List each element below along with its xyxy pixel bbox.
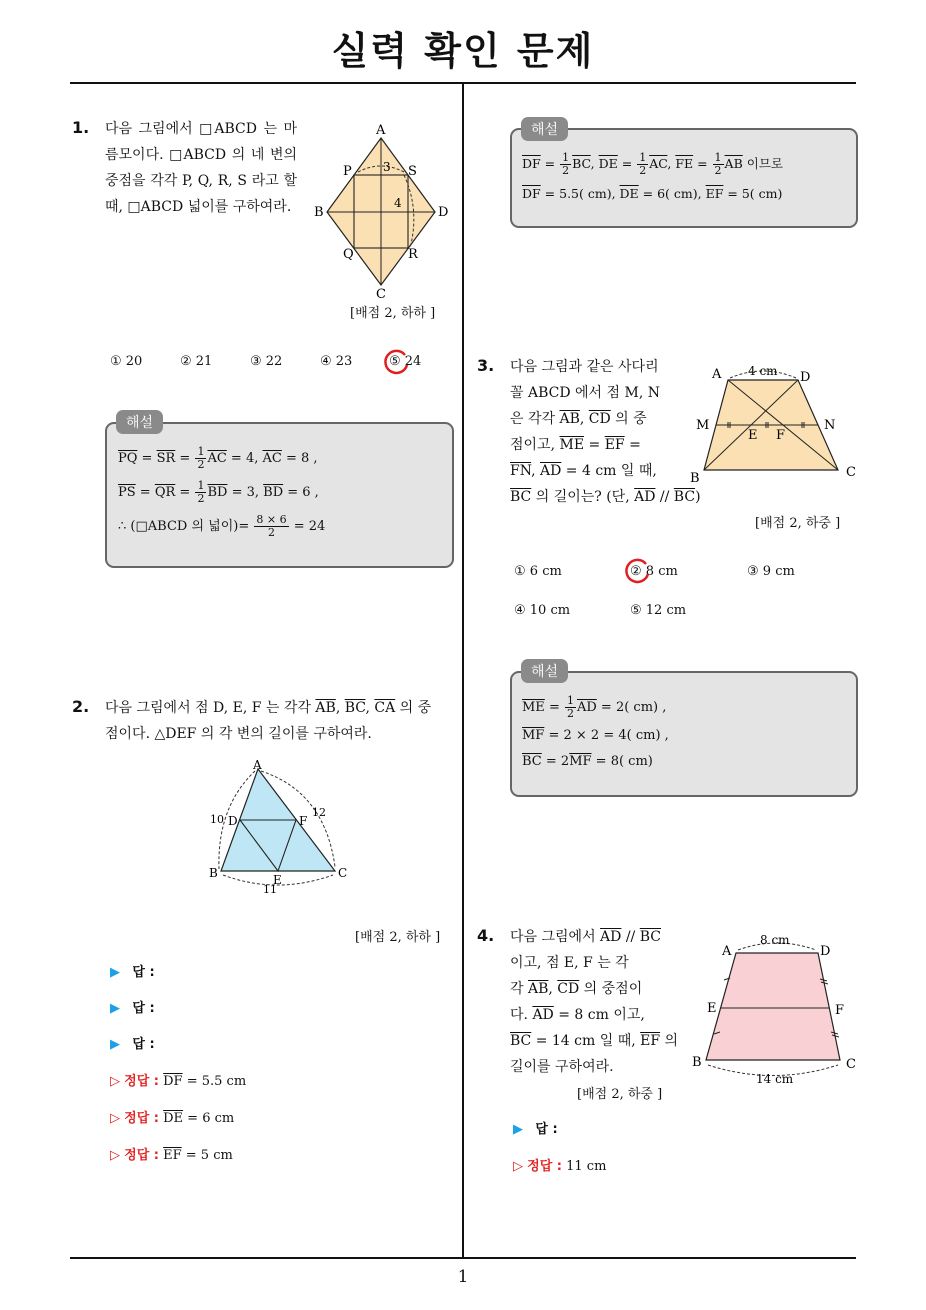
svg-text:B: B [209, 866, 218, 880]
q3-sol-line3: $\overline{BC} = 2\overline{MF} = 8$( cm) [522, 754, 653, 769]
q2-correct-1: ▷ 정답 : $\overline{DF} = 5.5$ cm [110, 1074, 247, 1089]
q4-number: 4. [477, 926, 495, 945]
svg-text:F: F [776, 428, 786, 443]
triangle-outline-icon: ▷ [110, 1148, 120, 1163]
svg-text:F: F [299, 814, 308, 828]
label-q: Q [343, 247, 354, 262]
q3-trapezoid-figure [690, 360, 860, 485]
q2-correct-2: ▷ 정답 : $\overline{DE} = 6$ cm [110, 1111, 235, 1126]
svg-text:D: D [820, 944, 831, 959]
svg-text:C: C [846, 465, 856, 480]
triangle-outline-icon: ▷ [110, 1074, 120, 1089]
q4-meta: [배점 2, 하중 ] [577, 1087, 663, 1102]
svg-text:A: A [253, 758, 262, 772]
page-number: 1 [457, 1267, 469, 1287]
q1-sol-line1: $\overline{PQ} = \overline{SR}$ = $\frac{1}{2}$ $\overline{AC} = 4$, $\overline{AC} = 8$ , [118, 445, 318, 471]
q4-trapezoid-figure [690, 928, 860, 1088]
q1-choice-4[interactable]: ④ 23 [320, 354, 353, 369]
triangle-filled-icon: ▶ [110, 1001, 120, 1016]
svg-text:C: C [846, 1057, 856, 1072]
triangle-filled-icon: ▶ [110, 1037, 120, 1052]
label-p: P [343, 164, 352, 179]
q3-meta: [배점 2, 하중 ] [755, 516, 841, 531]
label-b: B [314, 205, 324, 220]
q1-choice-2[interactable]: ② 21 [180, 354, 213, 369]
svg-text:B: B [692, 1055, 702, 1070]
q1-choice-3[interactable]: ③ 22 [250, 354, 283, 369]
svg-text:E: E [707, 1001, 717, 1016]
svg-text:A: A [722, 944, 732, 959]
svg-text:D: D [228, 814, 238, 828]
q2-triangle-figure [205, 757, 355, 897]
svg-text:10: 10 [210, 813, 224, 826]
q2-meta: [배점 2, 하하 ] [355, 930, 441, 945]
q3-text: 다음 그림과 같은 사다리 꼴 ABCD 에서 점 M, N 은 각각 $\overline{AB}$, $\overline{CD}$ 의 중 점이고, $\overline{ME} = \overline{EF}$ = $\overline{FN}$, $\overline{AD} = 4$ cm 일 때, $\overline{BC}$ 의 길이는? (단, $\overline{AD} // \overline{BC}$) [510, 359, 701, 505]
label-r: R [408, 247, 418, 262]
q3-sol-line2: $\overline{MF} = 2 \times 2 = 4$( cm) , [522, 728, 669, 743]
q3-number: 3. [477, 356, 495, 375]
q3-choice-4[interactable]: ④ 10 cm [514, 603, 571, 618]
svg-text:D: D [800, 370, 811, 385]
svg-text:14 cm: 14 cm [756, 1072, 794, 1086]
svg-text:A: A [712, 367, 722, 382]
q2-answer-row-1[interactable]: ▶ 답 : [110, 965, 155, 980]
q4-correct: ▷ 정답 : 11 cm [513, 1159, 607, 1174]
q2-text-line1: 다음 그림에서 점 D, E, F 는 각각 $\overline{AB}$, $\overline{BC}$, $\overline{CA}$ 의 중 [105, 700, 432, 716]
q1-number: 1. [72, 118, 90, 137]
svg-text:B: B [690, 471, 700, 485]
label-a: A [376, 123, 386, 138]
q2-number: 2. [72, 697, 90, 716]
svg-text:11: 11 [263, 883, 277, 896]
svg-text:E: E [748, 428, 758, 443]
svg-text:M: M [696, 418, 710, 433]
q3-choice-3[interactable]: ③ 9 cm [747, 564, 795, 579]
triangle-filled-icon: ▶ [513, 1122, 523, 1137]
q1-text: 다음 그림에서 □ABCD 는 마름모이다. □ABCD 의 네 변의 중점을 각각 P, Q, R, S 라고 할 때, □ABCD 넓이를 구하여라. [105, 121, 297, 215]
label-3: 3 [383, 160, 391, 174]
q3-choice-5[interactable]: ⑤ 12 cm [630, 603, 687, 618]
q2-answer-row-2[interactable]: ▶ 답 : [110, 1001, 155, 1016]
triangle-filled-icon: ▶ [110, 965, 120, 980]
q3-selected-circle-icon [623, 557, 653, 587]
q3-choice-2[interactable]: ② 8 cm [630, 564, 678, 579]
svg-text:8 cm: 8 cm [760, 933, 790, 947]
q2-sol-line2: $\overline{DF} = 5.5$( cm), $\overline{DE} = 6$( cm), $\overline{EF} = 5$( cm) [522, 186, 783, 201]
q2-sol-line1: $\overline{DF}$ = $\frac{1}{2}$ $\overline{BC}$, $\overline{DE}$ = $\frac{1}{2}$ $\overline{AC}$, $\overline{FE}$ = $\frac{1}{2}$ $\overline{AB}$ 이므로 [522, 151, 783, 177]
svg-text:F: F [835, 1003, 845, 1018]
svg-text:C: C [338, 866, 348, 880]
q2-solution-box [510, 128, 858, 228]
footer-rule [70, 1257, 856, 1259]
svg-text:12: 12 [312, 806, 326, 819]
q3-solution-tag: 해설 [521, 659, 568, 683]
q1-choice-5[interactable]: ⑤ 24 [389, 354, 422, 369]
q3-sol-line1: $\overline{ME}$ = $\frac{1}{2}$ $\overline{AD} = 2$( cm) , [522, 694, 667, 720]
page-title: 실력 확인 문제 [331, 29, 595, 73]
q1-meta: [배점 2, 하하 ] [350, 306, 436, 321]
q2-solution-tag: 해설 [521, 117, 568, 141]
q2-text-line2: 점이다. △DEF 의 각 변의 길이를 구하여라. [105, 726, 372, 742]
q1-sol-line2: $\overline{PS} = \overline{QR}$ = $\frac{1}{2}$ $\overline{BD} = 3$, $\overline{BD} = 6$ , [118, 479, 319, 505]
column-divider [462, 83, 464, 1258]
triangle-outline-icon: ▷ [110, 1111, 120, 1126]
triangle-outline-icon: ▷ [513, 1159, 523, 1174]
q1-selected-circle-icon [383, 349, 411, 377]
trapezoid-abcd [706, 953, 840, 1060]
svg-text:E: E [273, 873, 282, 887]
label-d: D [438, 205, 449, 220]
q1-rhombus-figure [310, 120, 460, 300]
label-s: S [408, 164, 417, 179]
label-c: C [376, 287, 386, 300]
svg-text:N: N [824, 418, 836, 433]
q4-text: 다음 그림에서 $\overline{AD} // \overline{BC}$ 이고, 점 E, F 는 각 각 $\overline{AB}$, $\overline{CD}$ 의 중점이 다. $\overline{AD} = 8$ cm 이고, $\overline{BC} = 14$ cm 일 때, $\overline{EF}$ 의 길이를 구하여라. [510, 929, 679, 1075]
q4-answer-row[interactable]: ▶ 답 : [513, 1122, 558, 1137]
q1-choice-1[interactable]: ① 20 [110, 354, 143, 369]
q3-choice-1[interactable]: ① 6 cm [514, 564, 562, 579]
q2-correct-3: ▷ 정답 : $\overline{EF} = 5$ cm [110, 1148, 233, 1163]
q1-solution-tag: 해설 [116, 410, 163, 434]
q1-sol-line3: ∴ (□ABCD 의 넓이)= $\frac{8 \times 6}{2}$ = 24 [118, 513, 326, 539]
label-4: 4 [394, 196, 402, 210]
q2-answer-row-3[interactable]: ▶ 답 : [110, 1037, 155, 1052]
svg-text:4 cm: 4 cm [748, 364, 778, 378]
